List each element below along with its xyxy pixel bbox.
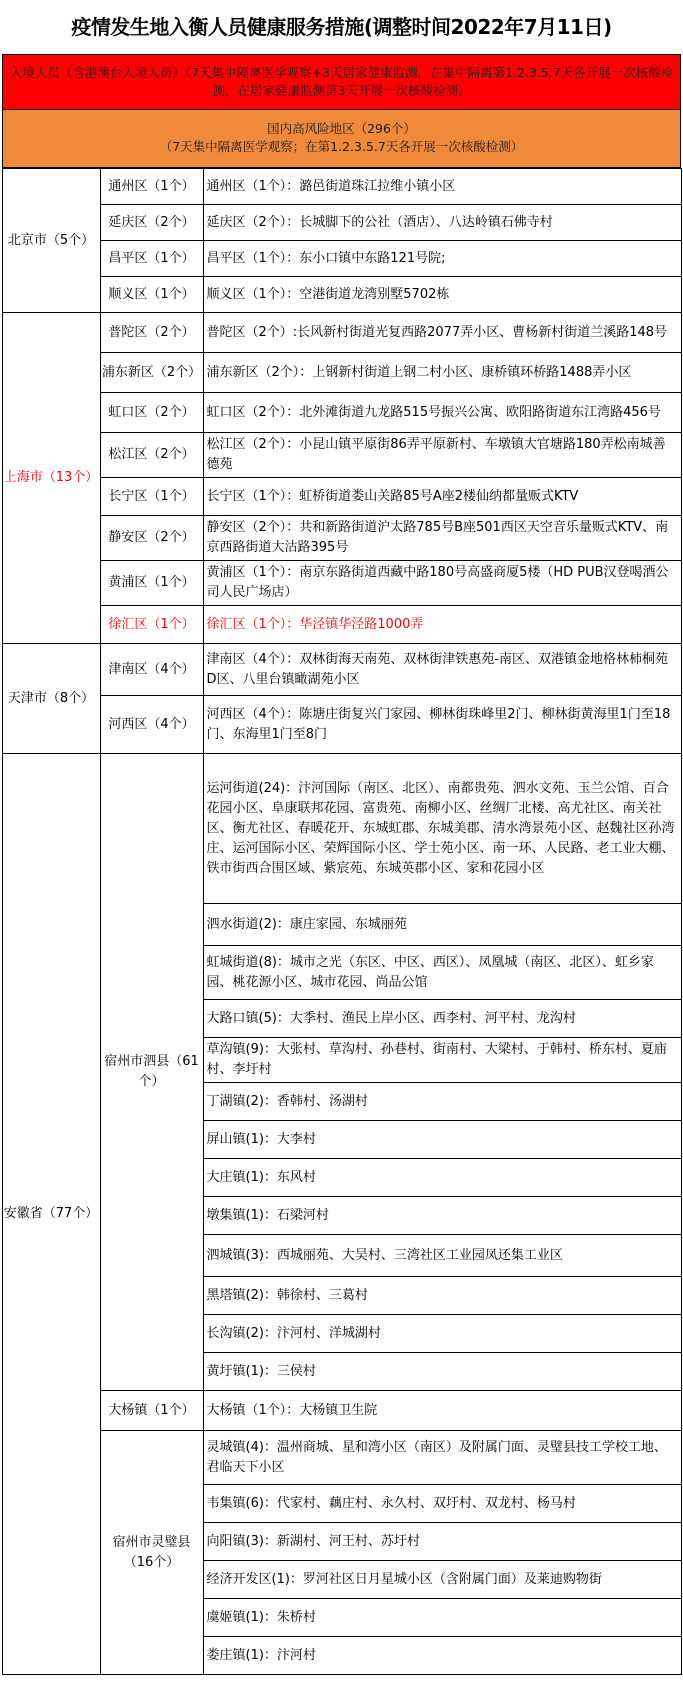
region-cell: 安徽省（77个） [2, 754, 100, 1675]
table-row [2, 754, 681, 904]
risk-area-table [2, 168, 682, 1675]
table-row [2, 516, 681, 561]
district-cell: 静安区（2个） [100, 516, 203, 561]
page-title: 疫情发生地入衡人员健康服务措施(调整时间2022年7月11日) [71, 15, 612, 39]
table-row [2, 313, 681, 353]
district-cell: 宿州市泗县（61个） [100, 754, 203, 1391]
table-row [2, 1431, 681, 1485]
area-detail-cell: 灵城镇(4)：温州商城、星和湾小区（南区）及附属门面、灵璧县技工学校工地、君临天下小区 [203, 1431, 681, 1485]
area-detail-cell: 娄庄镇(1)：汴河村 [203, 1637, 681, 1675]
district-cell: 黄浦区（1个） [100, 561, 203, 606]
area-detail-cell: 河西区（4个）：陈塘庄街复兴门家园、柳林街珠峰里2门、柳林街黄海里1门至18门、东海里1门至8门 [203, 696, 681, 754]
district-cell: 松江区（2个） [100, 433, 203, 478]
area-detail-cell: 津南区（4个）：双林街海天南苑、双林街津铁惠苑-南区、双港镇金地格林柿桐苑D区、八里台镇瞰湖苑小区 [203, 644, 681, 696]
area-detail-cell: 大杨镇（1个）：大杨镇卫生院 [203, 1391, 681, 1431]
area-detail-cell: 运河街道(24)：汴河国际（南区、北区）、南都贵苑、泗水文苑、玉兰公馆、百合花园小区、阜康联邦花园、富贵苑、南柳小区、丝绸厂北楼、高尤社区、南关社区、衡尤社区、春暖花开、东城虹郡、东城美郡、清水湾景苑小区、赵魏社区孙湾庄、运河国际小区、荣辉国际小区、学士苑小区、南一环、人民路、老工业大棚、铁市街西合围区域、紫宸苑、东城英郡小区、家和花园小区 [203, 754, 681, 904]
inbound-banner: 入境人员（含港澳台入境人员）（7天集中隔离医学观察+3天居家健康监测，在集中隔离第1.2.3.5.7天各开展一次核酸检测，在居家健康监测第3天开展一次核酸检测） [2, 54, 681, 110]
table-row [2, 433, 681, 478]
area-detail-cell: 静安区（2个）：共和新路街道沪太路785号B座501西区天空音乐量贩式KTV、南京西路街道大沽路395号 [203, 516, 681, 561]
region-cell: 上海市（13个） [2, 313, 100, 644]
district-cell: 长宁区（1个） [100, 478, 203, 516]
area-detail-cell: 泗水街道(2)：康庄家园、东城丽苑 [203, 904, 681, 946]
table-row [2, 644, 681, 696]
area-detail-cell: 黑塔镇(2)：韩徐村、三葛村 [203, 1277, 681, 1315]
area-detail-cell: 大路口镇(5)：大季村、渔民上岸小区、西李村、河平村、龙沟村 [203, 1000, 681, 1038]
area-detail-cell: 向阳镇(3)：新湖村、河王村、苏圩村 [203, 1523, 681, 1561]
table-row [2, 696, 681, 754]
area-detail-cell: 松江区（2个）：小昆山镇平原街86弄平原新村、车墩镇大官塘路180弄松南城善德苑 [203, 433, 681, 478]
table-row [2, 606, 681, 644]
area-detail-cell: 虹口区（2个）：北外滩街道九龙路515号振兴公寓、欧阳路街道东江湾路456号 [203, 393, 681, 433]
district-cell: 津南区（4个） [100, 644, 203, 696]
table-row [2, 277, 681, 313]
area-detail-cell: 长宁区（1个）：虹桥街道娄山关路85号A座2楼仙纳都量贩式KTV [203, 478, 681, 516]
area-detail-cell: 延庆区（2个）：长城脚下的公社（酒店）、八达岭镇石佛寺村 [203, 205, 681, 241]
area-detail-cell: 丁湖镇(2)：香韩村、汤湖村 [203, 1083, 681, 1121]
table-row [2, 241, 681, 277]
table-row [2, 478, 681, 516]
area-detail-cell: 昌平区（1个）：东小口镇中东路121号院; [203, 241, 681, 277]
area-detail-cell: 韦集镇(6)：代家村、藕庄村、永久村、双圩村、双龙村、杨马村 [203, 1485, 681, 1523]
district-cell: 延庆区（2个） [100, 205, 203, 241]
area-detail-cell: 黄浦区（1个）：南京东路街道西藏中路180号高盛商厦5楼（HD PUB汉登喝酒公司人民广场店） [203, 561, 681, 606]
high-risk-banner-note: （7天集中隔离医学观察；在第1.2.3.5.7天各开展一次核酸检测） [159, 139, 524, 154]
area-detail-cell: 顺义区（1个）：空港街道龙湾别墅5702栋 [203, 277, 681, 313]
district-cell: 顺义区（1个） [100, 277, 203, 313]
area-detail-cell: 屏山镇(1)：大李村 [203, 1121, 681, 1159]
area-detail-cell: 泗城镇(3)：西城丽苑、大吴村、三湾社区工业园凤还集工业区 [203, 1235, 681, 1277]
area-detail-cell: 黄圩镇(1)：三侯村 [203, 1353, 681, 1391]
district-cell: 大杨镇（1个） [100, 1391, 203, 1431]
area-detail-cell: 虞姬镇(1)：朱桥村 [203, 1599, 681, 1637]
table-row [2, 169, 681, 205]
table-row [2, 1391, 681, 1431]
district-cell: 通州区（1个） [100, 169, 203, 205]
area-detail-cell: 浦东新区（2个）：上钢新村街道上钢二村小区、康桥镇环桥路1488弄小区 [203, 353, 681, 393]
district-cell: 浦东新区（2个） [100, 353, 203, 393]
table-row [2, 353, 681, 393]
area-detail-cell: 草沟镇(9)：大张村、草沟村、孙巷村、街南村、大梁村、于韩村、桥东村、夏庙村、李圩村 [203, 1038, 681, 1083]
region-cell: 北京市（5个） [2, 169, 100, 313]
area-detail-cell: 长沟镇(2)：汴河村、洋城湖村 [203, 1315, 681, 1353]
area-detail-cell: 大庄镇(1)：东风村 [203, 1159, 681, 1197]
district-cell: 宿州市灵璧县（16个） [100, 1431, 203, 1675]
district-cell: 普陀区（2个） [100, 313, 203, 353]
risk-area-table-body [2, 169, 681, 1675]
table-row [2, 205, 681, 241]
table-row [2, 393, 681, 433]
area-detail-cell: 普陀区（2个）:长风新村街道光复西路2077弄小区、曹杨新村街道兰溪路148号 [203, 313, 681, 353]
area-detail-cell: 徐汇区（1个）：华泾镇华泾路1000弄 [203, 606, 681, 644]
district-cell: 昌平区（1个） [100, 241, 203, 277]
district-cell: 徐汇区（1个） [100, 606, 203, 644]
high-risk-banner [2, 110, 681, 168]
high-risk-banner-title: 国内高风险地区（296个） [267, 121, 416, 136]
area-detail-cell: 虹城街道(8)：城市之光（东区、中区、西区）、凤凰城（南区、北区）、虹乡家园、桃花源小区、城市花园、尚品公馆 [203, 946, 681, 1000]
area-detail-cell: 通州区（1个）：潞邑街道珠江拉维小镇小区 [203, 169, 681, 205]
area-detail-cell: 墩集镇(1)：石梁河村 [203, 1197, 681, 1235]
district-cell: 虹口区（2个） [100, 393, 203, 433]
area-detail-cell: 经济开发区(1)：罗河社区日月星城小区（含附属门面）及莱迪购物街 [203, 1561, 681, 1599]
region-cell: 天津市（8个） [2, 644, 100, 754]
district-cell: 河西区（4个） [100, 696, 203, 754]
table-row [2, 561, 681, 606]
